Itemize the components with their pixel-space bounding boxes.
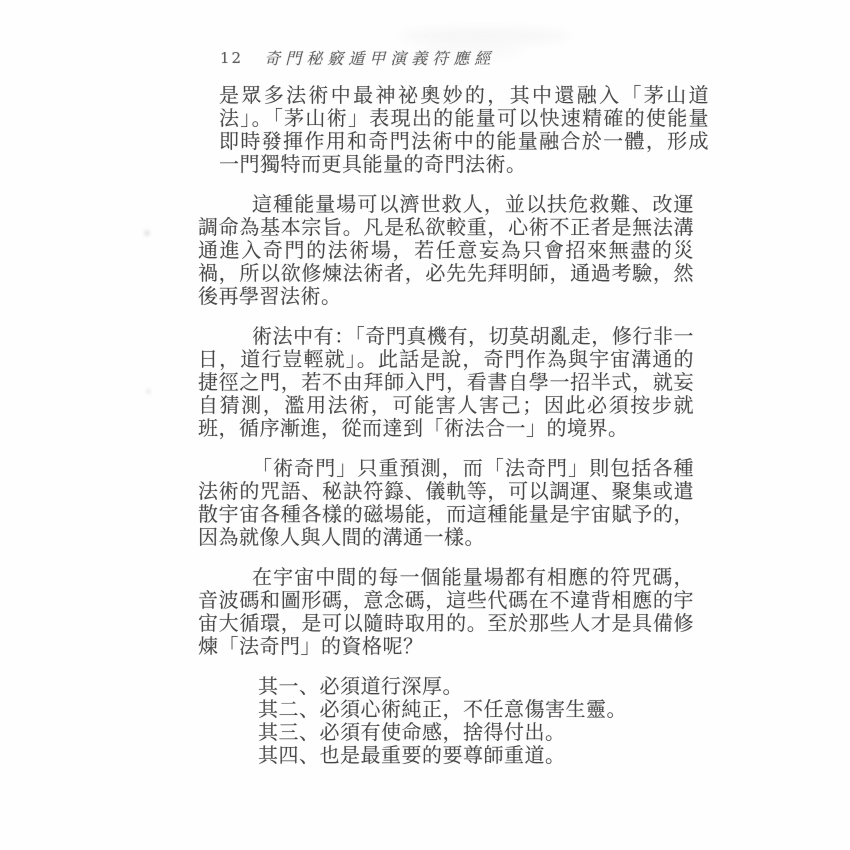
qualification-list: [198, 675, 694, 767]
page-content: [198, 83, 709, 767]
book-title: 奇門秘竅遁甲演義符應經: [264, 49, 496, 68]
paragraph-continuation: 是眾多法術中最神祕奧妙的，其中還融入「茅山道法」。「茅山術」表現出的能量可以快速精確的使能量即時發揮作用和奇門法術中的能量融合於一體，形成一門獨特而更具能量的奇門法術。: [219, 83, 709, 176]
paragraph-method-quote: 術法中有：「奇門真機有，切莫胡亂走，修行非一日，道行豈輕就」。此話是說，奇門作為與宇宙溝通的捷徑之門，若不由拜師入門，看書自學一招半式，就妄自猜測，濫用法術，可能害人害己；因此必須按步就班，循序漸進，從而達到「術法合一」的境界。: [198, 324, 694, 440]
list-item-1: 其一、必須道行深厚。: [258, 674, 463, 698]
paragraph-universe-codes: 在宇宙中間的每一個能量場都有相應的符咒碼，音波碼和圖形碼，意念碼，這些代碼在不違背相應的宇宙大循環，是可以隨時取用的。至於那些人才是具備修煉「法奇門」的資格呢？: [198, 565, 694, 658]
paragraph-energy-field: 這種能量場可以濟世救人，並以扶危救難、改運調命為基本宗旨。凡是私欲較重，心術不正者是無法溝通進入奇門的法術場，若任意妄為只會招來無盡的災禍，所以欲修煉法術者，必先先拜明師，通過考驗，然後再學習法術。: [198, 192, 694, 308]
scan-speck: [144, 230, 150, 236]
list-item-3: 其三、必須有使命感，捨得付出。: [258, 720, 566, 744]
paragraph-shu-fa-qimen: 「術奇門」只重預測，而「法奇門」則包括各種法術的咒語、秘訣符籙、儀軌等，可以調運、聚集或遣散宇宙各種各樣的磁場能，而這種能量是宇宙賦予的，因為就像人與人間的溝通一樣。: [198, 456, 694, 549]
page-number: 12: [220, 48, 244, 67]
scan-speck: [146, 389, 151, 394]
list-item-4: 其四、也是最重要的要尊師重道。: [258, 743, 566, 767]
running-header: [220, 46, 495, 69]
list-item-2: 其二、必須心術純正，不任意傷害生靈。: [258, 697, 627, 721]
scan-smudge: [400, 28, 570, 44]
